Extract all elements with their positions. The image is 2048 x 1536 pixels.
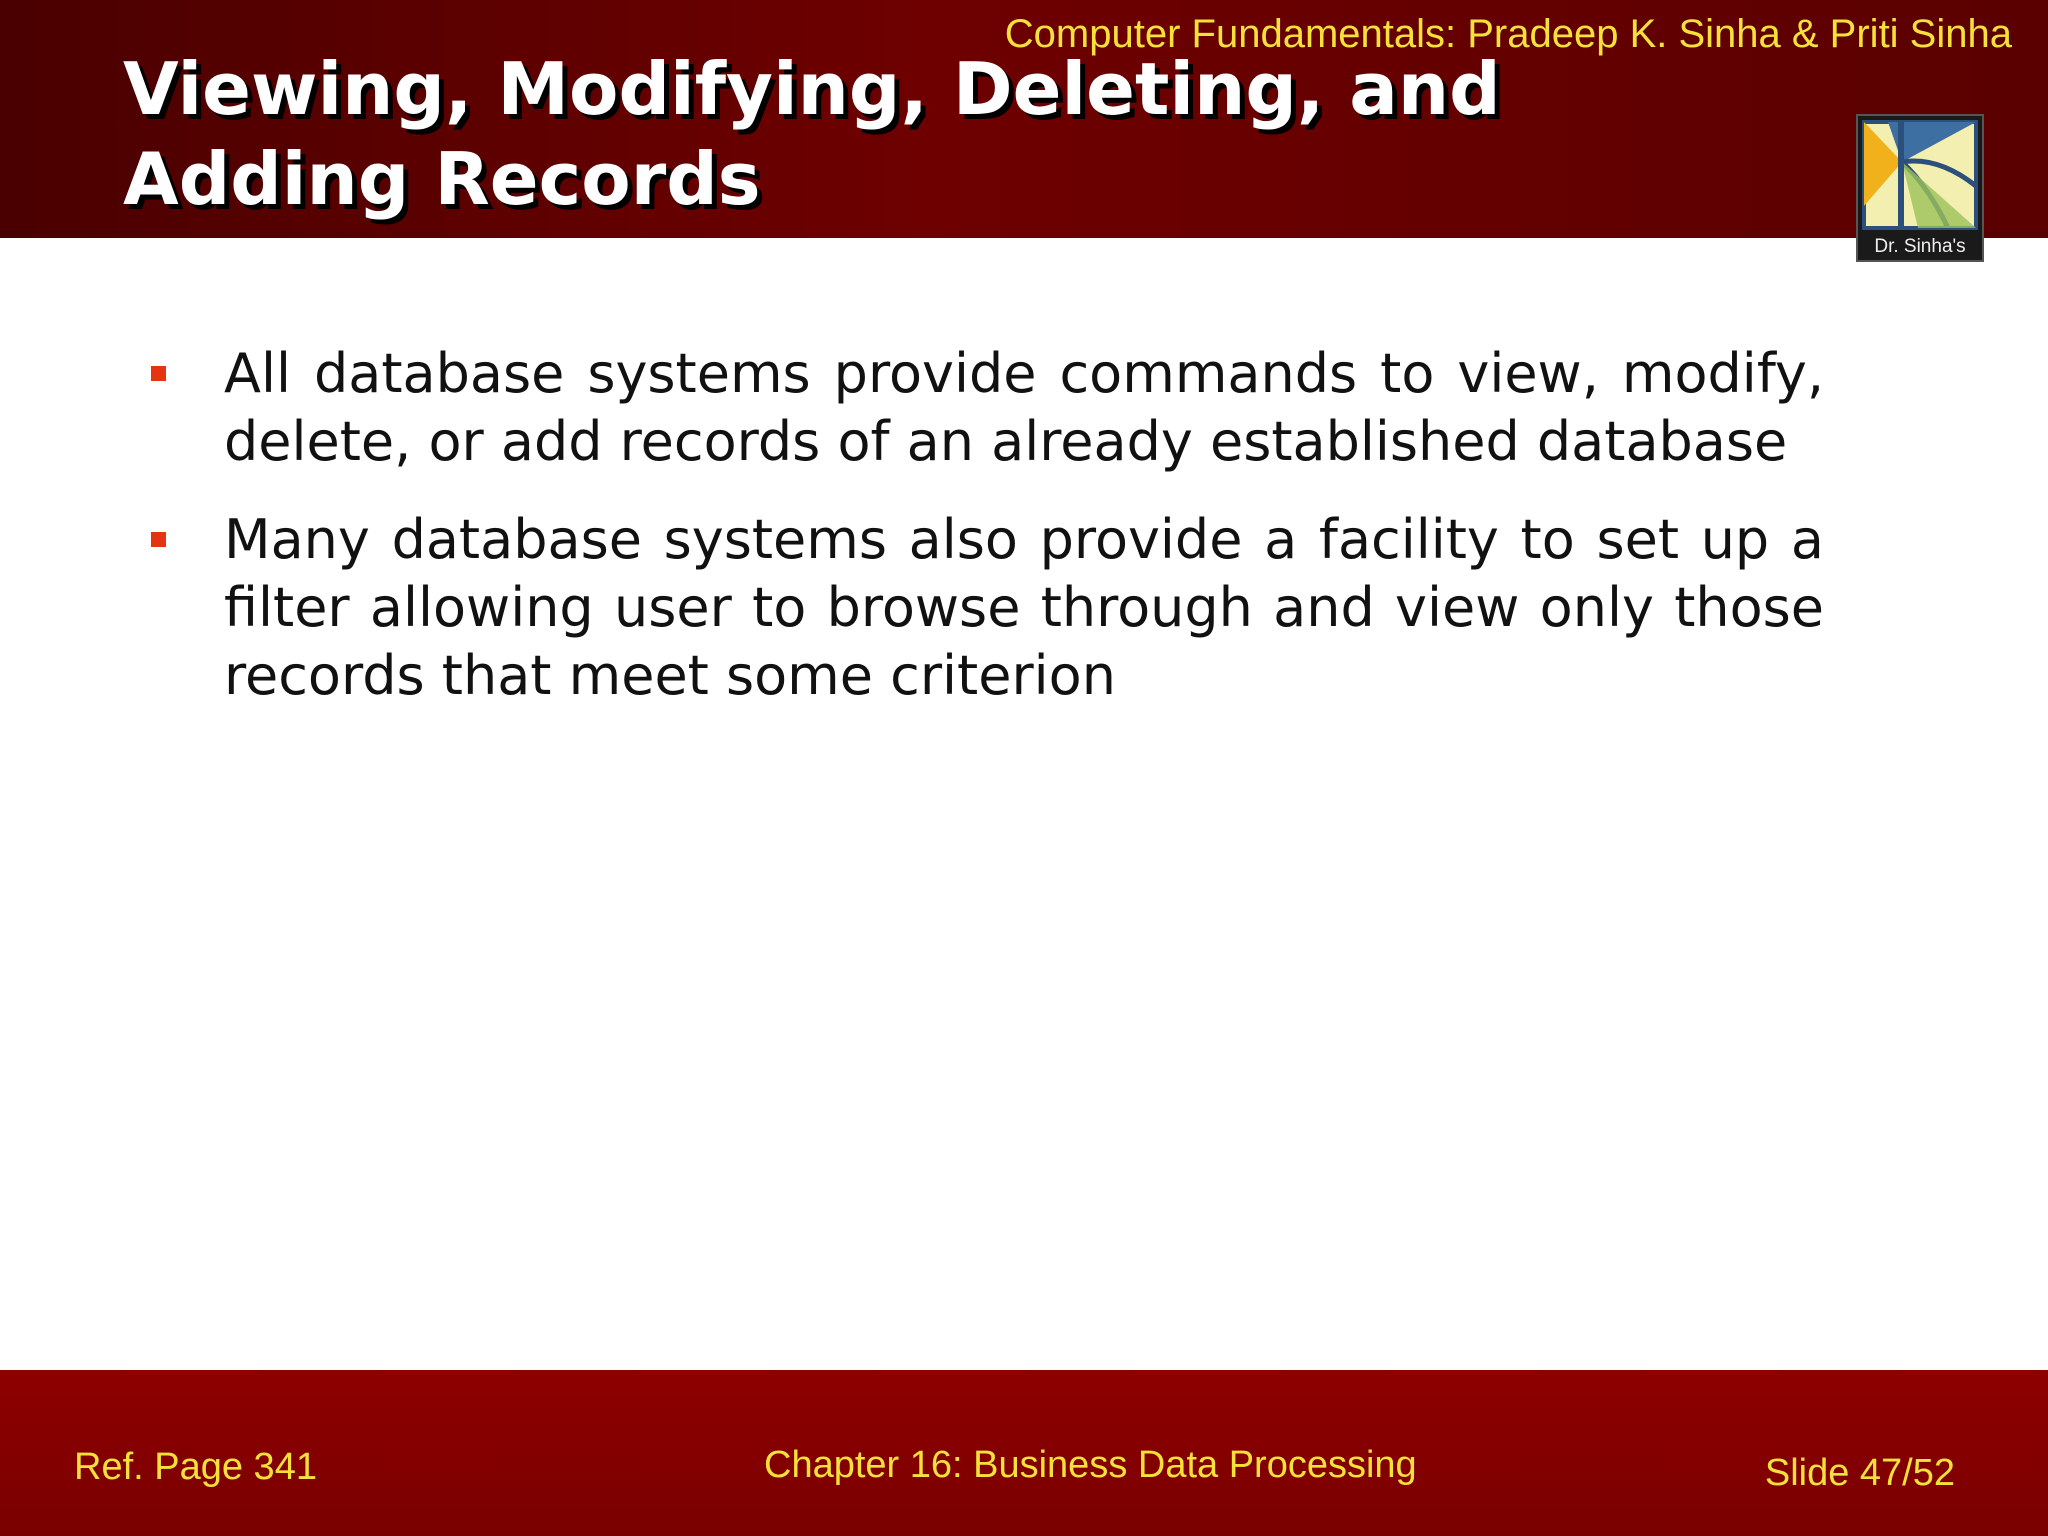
square-bullet-icon [151,366,166,381]
bullet-text-2: Many database systems also provide a facility to set up a filter allowing user to browse through and view only those records that meet some criterion [224,508,1824,707]
reference-page: Ref. Page 341 [74,1446,317,1488]
slide-title-line-2: Adding Records [123,137,761,221]
logo-caption: Dr. Sinha's [1874,236,1966,257]
slide-header [0,0,2048,238]
slide-title-line-1: Viewing, Modifying, Deleting, and [123,47,1501,131]
slide-footer [0,1370,2048,1536]
logo-emblem-icon [1858,116,1982,234]
square-bullet-icon [151,532,166,547]
chapter-title: Chapter 16: Business Data Processing [764,1444,1417,1486]
bullet-item-2 [148,506,1824,710]
dr-sinha-logo [1856,114,1984,262]
author-line: Computer Fundamentals: Pradeep K. Sinha & Priti Sinha [1004,12,2012,56]
bullet-text-1: All database systems provide commands to view, modify, delete, or add records of an already established database [224,342,1824,473]
slide-title [123,44,1623,224]
slide-number: Slide 47/52 [1764,1452,1955,1494]
bullet-list [148,340,1824,740]
bullet-item-1 [148,340,1824,476]
